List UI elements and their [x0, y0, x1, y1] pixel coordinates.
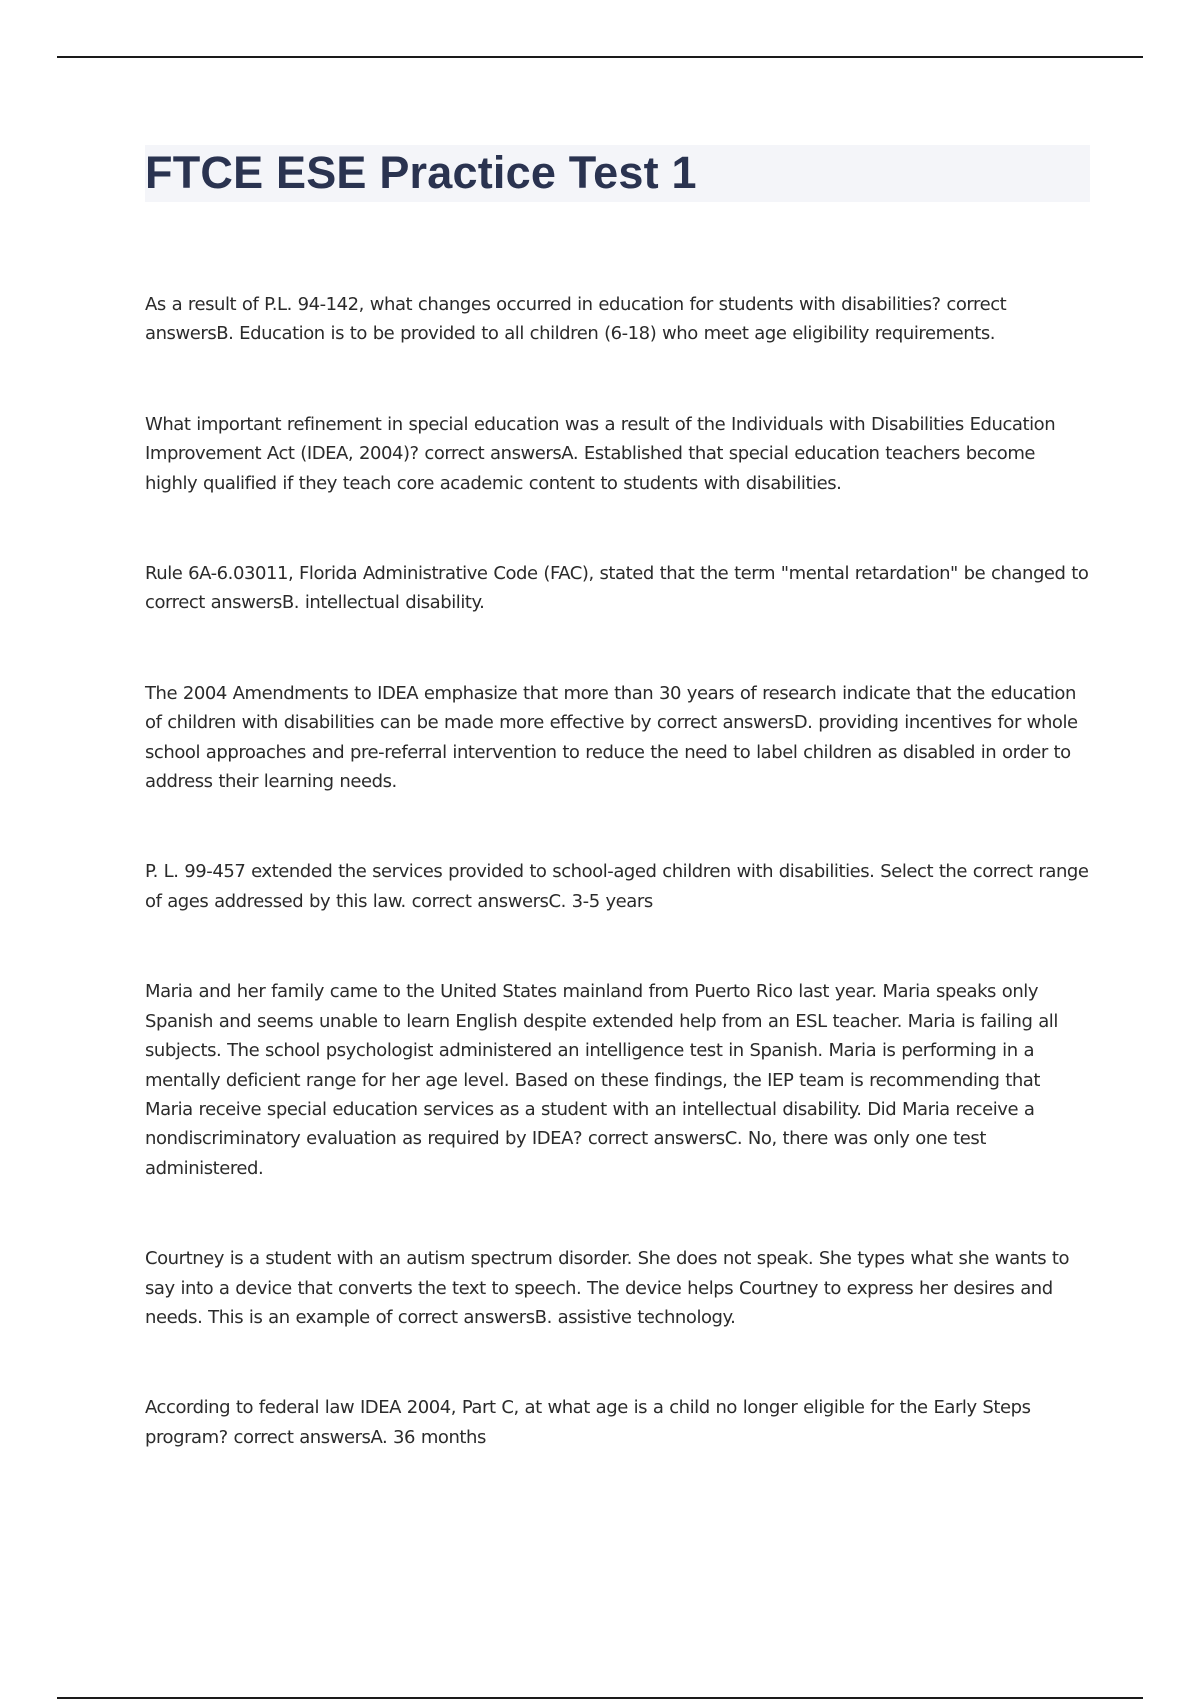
question-item: Maria and her family came to the United States mainland from Puerto Rico last year. Maria speaks only Spanish and seems unable to learn English despite extended help from an ESL teacher. Maria is failing all subjects. The school psychologist administered an intelligence test in Spanish. Maria is performing in a mentally deficient range for her age level. Based on these findings, the IEP team is recommending that Maria receive special education services as a student with an intellectual disability. Did Maria receive a nondiscriminatory evaluation as required by IDEA? correct answersC. No, there was only one test administered.: [145, 981, 1058, 1179]
question-item: P. L. 99-457 extended the services provided to school-aged children with disabilities. Select the correct range of ages addressed by this law. correct answersC. 3-5 years: [145, 861, 1089, 912]
question-item: What important refinement in special education was a result of the Individuals with Disabilities Education Improvement Act (IDEA, 2004)? correct answersA. Established that special education teachers become highly qualified if they teach core academic content to students with disabilities.: [145, 413, 1056, 494]
question-item: As a result of P.L. 94-142, what changes occurred in education for students with disabilities? correct answersB. Education is to be provided to all children (6-18) who meet age eligibility requirements.: [145, 294, 1007, 345]
page-title: FTCE ESE Practice Test 1: [145, 147, 697, 198]
question-item: According to federal law IDEA 2004, Part C, at what age is a child no longer eligible for the Early Steps program? correct answersA. 36 months: [145, 1397, 1031, 1448]
top-divider: [57, 56, 1143, 58]
question-item: The 2004 Amendments to IDEA emphasize that more than 30 years of research indicate that the education of children with disabilities can be made more effective by correct answersD. providing incentives for whole school approaches and pre-referral intervention to reduce the need to label children as disabled in order to address their learning needs.: [145, 682, 1078, 793]
question-list: [145, 290, 1090, 1452]
bottom-divider: [57, 1697, 1143, 1699]
question-item: Courtney is a student with an autism spectrum disorder. She does not speak. She types what she wants to say into a device that converts the text to speech. The device helps Courtney to express her desires and needs. This is an example of correct answersB. assistive technology.: [145, 1248, 1070, 1328]
question-item: Rule 6A-6.03011, Florida Administrative Code (FAC), stated that the term "mental retardation" be changed to correct answersB. intellectual disability.: [145, 563, 1089, 614]
